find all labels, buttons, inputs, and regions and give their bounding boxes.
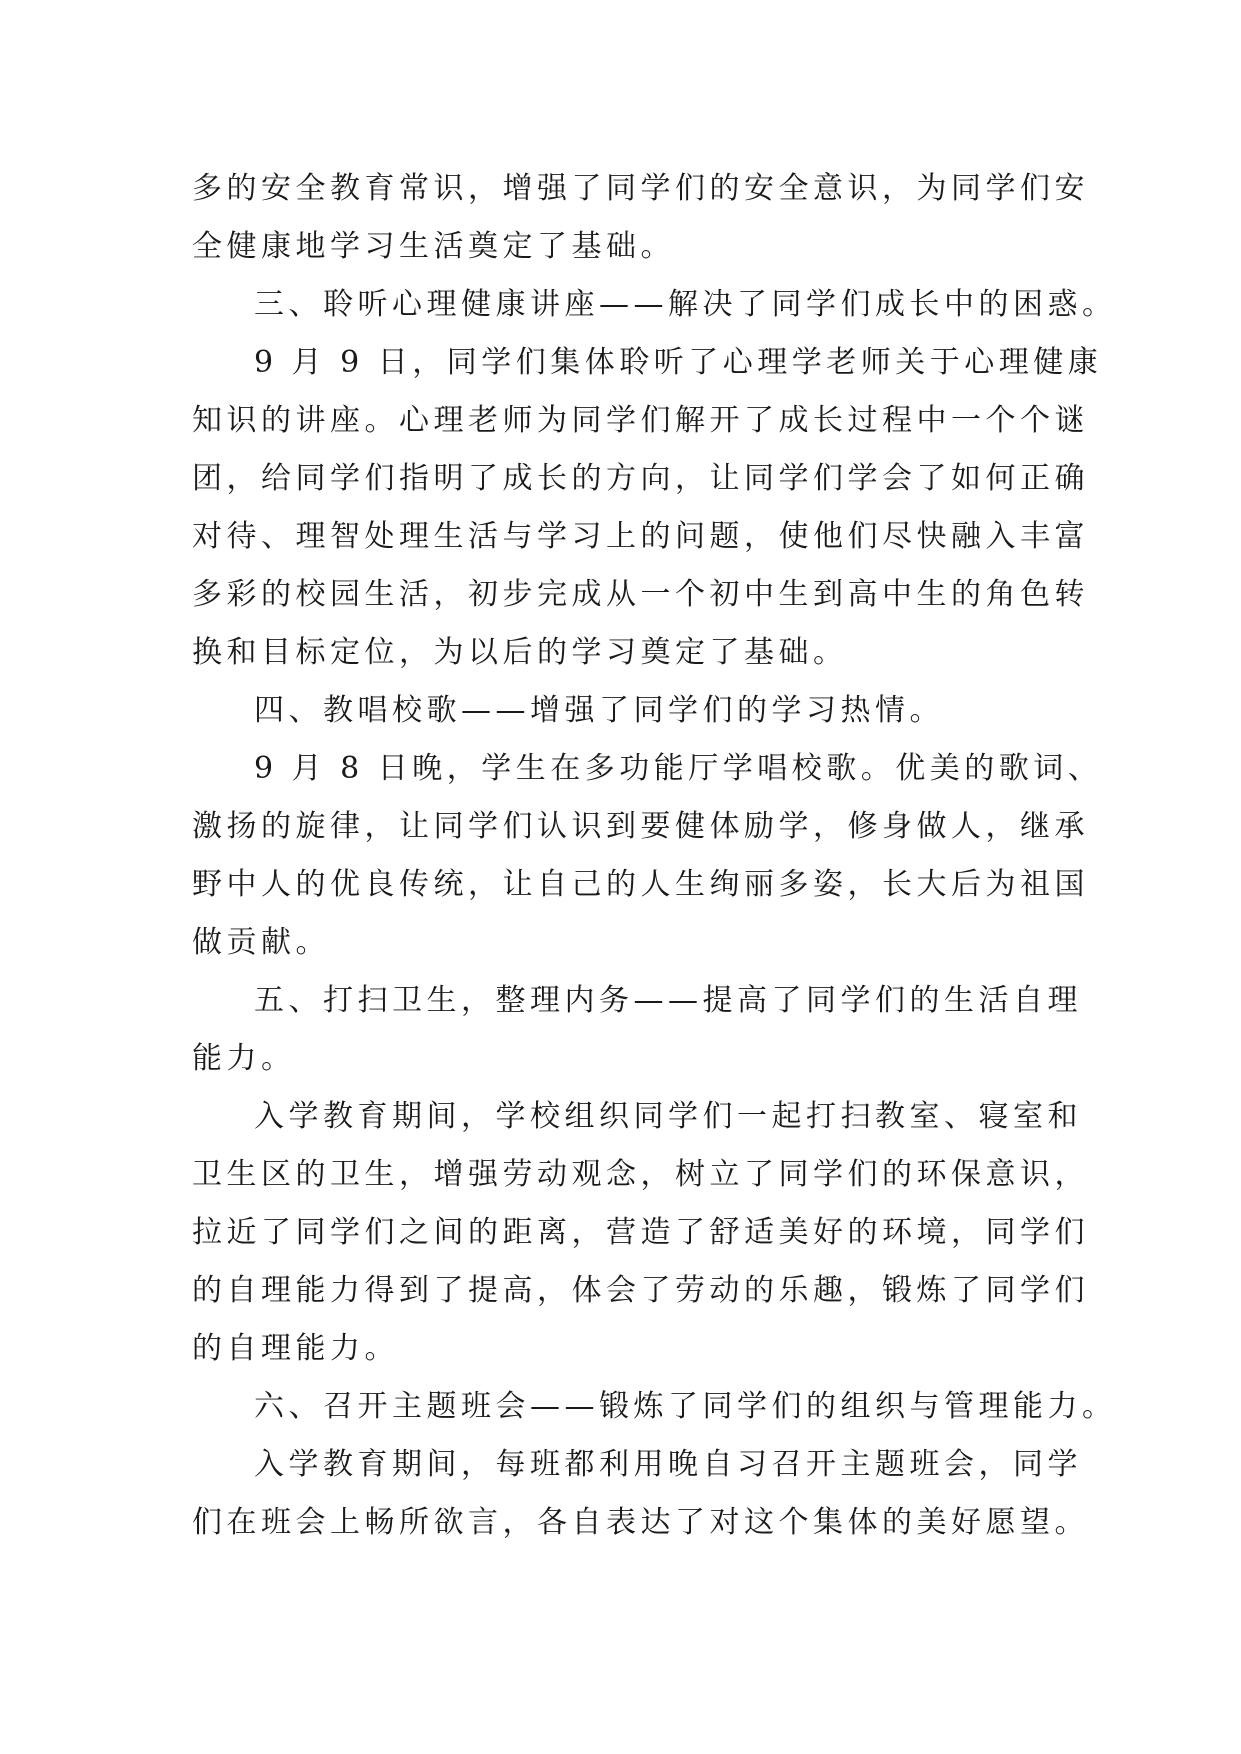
text-line: 入学教育期间，学校组织同学们一起打扫教室、寝室和 [254, 1099, 1082, 1134]
text-line: 野中人的优良传统，让自己的人生绚丽多姿，长大后为祖国 [192, 867, 1089, 902]
text-line: 换和目标定位，为以后的学习奠定了基础。 [192, 635, 848, 670]
text-line: 做贡献。 [192, 925, 330, 960]
text-line: 拉近了同学们之间的距离，营造了舒适美好的环境，同学们 [192, 1215, 1089, 1250]
text-line: 激扬的旋律，让同学们认识到要健体励学，修身做人，继承 [192, 809, 1089, 844]
text-line: 的自理能力得到了提高，体会了劳动的乐趣，锻炼了同学们 [192, 1273, 1089, 1308]
text-line: 对待、理智处理生活与学习上的问题，使他们尽快融入丰富 [192, 519, 1089, 554]
text-line: 的自理能力。 [192, 1331, 399, 1366]
section-heading-3: 三、聆听心理健康讲座——解决了同学们成长中的困惑。 [254, 287, 1117, 322]
document-body [192, 160, 1117, 1552]
text-line: 们在班会上畅所欲言，各自表达了对这个集体的美好愿望。 [192, 1505, 1089, 1540]
text-line: 多彩的校园生活，初步完成从一个初中生到高中生的角色转 [192, 577, 1089, 612]
text-line: 卫生区的卫生，增强劳动观念，树立了同学们的环保意识， [192, 1157, 1089, 1192]
text-line: 全健康地学习生活奠定了基础。 [192, 229, 675, 264]
text-line: 9 月 8 日晚，学生在多功能厅学唱校歌。优美的歌词、 [254, 751, 1103, 786]
text-line: 多的安全教育常识，增强了同学们的安全意识，为同学们安 [192, 171, 1089, 206]
section-heading-6: 六、召开主题班会——锻炼了同学们的组织与管理能力。 [254, 1389, 1117, 1424]
text-line: 能力。 [192, 1041, 296, 1076]
text-line: 团，给同学们指明了成长的方向，让同学们学会了如何正确 [192, 461, 1089, 496]
text-line: 知识的讲座。心理老师为同学们解开了成长过程中一个个谜 [192, 403, 1089, 438]
text-line: 9 月 9 日，同学们集体聆听了心理学老师关于心理健康 [254, 345, 1103, 380]
section-heading-4: 四、教唱校歌——增强了同学们的学习热情。 [254, 693, 944, 728]
text-line: 入学教育期间，每班都利用晚自习召开主题班会，同学 [254, 1447, 1082, 1482]
section-heading-5: 五、打扫卫生，整理内务——提高了同学们的生活自理 [254, 983, 1082, 1018]
